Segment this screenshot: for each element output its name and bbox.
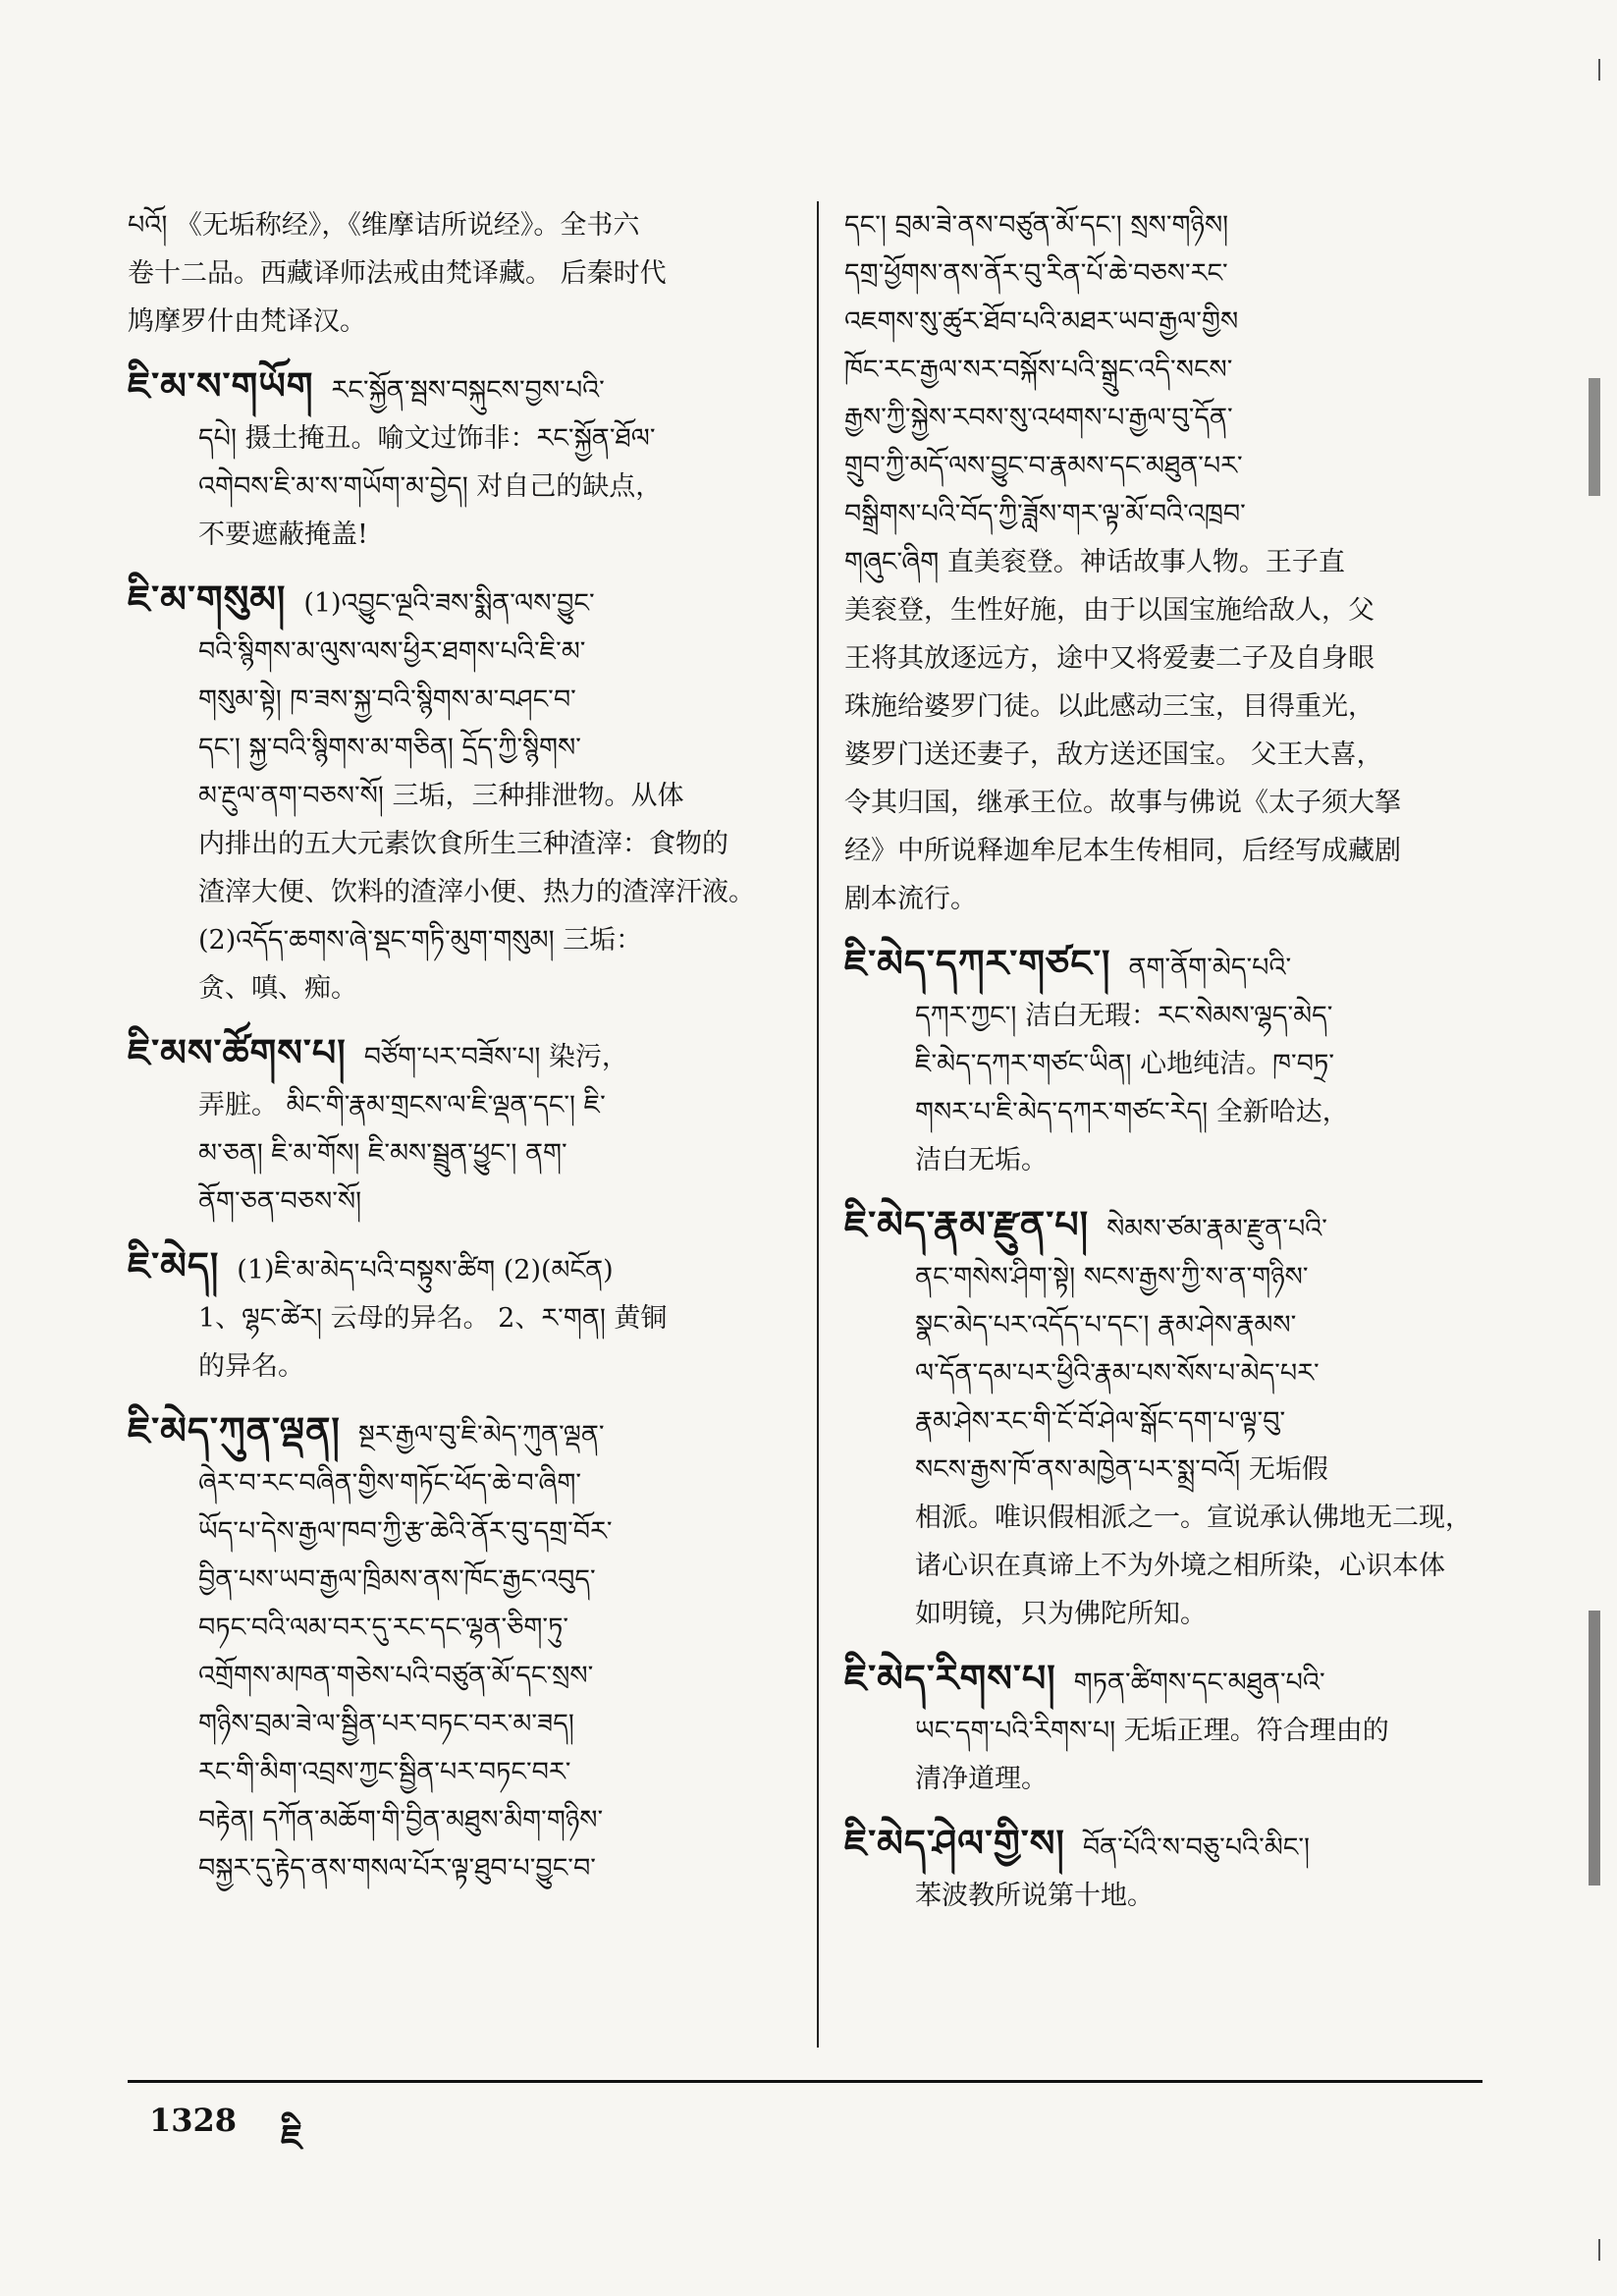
dictionary-entry [844,201,1482,923]
entry-line [844,1654,1482,1707]
entry-definition-line: 苯波教所说第十地。 [915,1881,1154,1911]
entry-line [128,1406,805,1459]
entry-line [128,1748,805,1796]
entry-line [844,298,1482,346]
entry-line [844,634,1482,683]
entry-line [844,538,1482,586]
entry-line [844,490,1482,538]
entry-definition-first-line: བཙོག་པར་བཟོས་པ། 染污， [363,1042,628,1072]
entry-line [128,1556,805,1604]
entry-line [128,1652,805,1700]
entry-headword: ཇི་མེད་རྣམ་རྫུན་པ། [844,1202,1090,1246]
scan-edge-dash [1598,2239,1600,2261]
entry-definition-line: 剧本流行。 [844,884,977,914]
entry-definition-first-line: སེམས་ཙམ་རྣམ་རྫུན་པའི་ [1106,1214,1327,1244]
entry-line [128,361,805,414]
entry-definition-line: རྣམ་ཤེས་རང་གི་ངོ་བོ་ཤེལ་སྒོང་དག་པ་ལྟ་བུ་ [915,1406,1286,1437]
dictionary-entry [844,1654,1482,1803]
entry-line [128,1342,805,1391]
entry-definition-line: འགྲོགས་མཁན་གཅེས་པའི་བཙུན་མོ་དང་སྲས་ [198,1661,594,1691]
entry-definition-first-line: པའོ། 《无垢称经》，《维摩诘所说经》。全书六 [128,210,640,241]
entry-line [128,249,805,298]
left-column [128,201,805,1908]
entry-line [844,779,1482,827]
entry-line [844,1819,1482,1872]
entry-line [844,1136,1482,1184]
entry-line [844,1707,1482,1755]
entry-definition-line: དང་། སྐྱ་བའི་སྙིགས་མ་གཅིན། དྲོད་ཀྱི་སྙིགས་ [198,733,581,763]
entry-line [844,1253,1482,1301]
entry-headword: ཇི་མེད། [128,1243,220,1287]
entry-definition-line: 鸠摩罗什由梵译汉。 [128,306,366,337]
entry-definition-first-line: གཏན་ཚིགས་དང་མཐུན་པའི་ [1073,1667,1325,1698]
entry-definition-line: 弄脏。 མིང་གི་རྣམ་གྲངས་ལ་ཇི་ལྡན་དང་། ཇི་ [198,1090,606,1121]
dictionary-entry [844,1200,1482,1638]
entry-definition-line: 相派。唯识假相派之一。宣说承认佛地无二现， [915,1503,1472,1533]
entry-definition-line: གཞུང་ཞིག 直美衮登。神话故事人物。王子直 [844,547,1345,577]
entry-line [128,201,805,249]
entry-line [844,827,1482,875]
entry-definition-line: བའི་སྙིགས་མ་ལུས་ལས་ཕྱིར་ཐགས་པའི་ཇི་མ་ [198,636,586,667]
entry-definition-line: 卷十二品。西藏译师法戒由梵译藏。 后秦时代 [128,258,667,289]
entry-definition-line: 美衮登，生性好施，由于以国宝施给敌人，父 [844,595,1374,626]
entry-line [128,676,805,724]
entry-line [128,1507,805,1556]
entry-definition-line: ཡོད་པ་དེས་རྒྱལ་ཁབ་ཀྱི་རྩ་ཆེའི་ནོར་བུ་དགྲ་བོར་ [198,1516,613,1547]
entry-line [128,724,805,772]
entry-definition-line: 清净道理。 [915,1764,1048,1794]
entry-definition-line: ཁོང་རང་རྒྱལ་སར་བསྐོས་པའི་སྒྲུང་འདི་སངས་ [844,355,1233,385]
right-column [844,201,1482,1936]
entry-line [128,1294,805,1342]
entry-definition-line: བཏང་བའི་ལམ་བར་དུ་རང་དང་ལྷན་ཅིག་ཏུ་ [198,1613,569,1643]
entry-line [128,820,805,868]
entry-line [128,1459,805,1507]
entry-headword: ཇི་མས་ཚོགས་པ། [128,1030,347,1074]
scan-edge-mark [1589,1611,1600,1886]
entry-line [844,442,1482,490]
entry-definition-line: དཀར་ཀྱང་། 洁白无瑕：རང་སེམས་ལྷད་མེད་ [915,1001,1333,1031]
entry-headword: ཇི་མེད་ཤེལ་གྱི་ས། [844,1821,1065,1865]
entry-definition-line: ནང་གསེས་ཤིག་སྟེ། སངས་རྒྱས་ཀྱི་ས་ན་གཉིས་ [915,1262,1309,1292]
footer-rule [128,2080,1482,2083]
entry-definition-line: ལ་དོན་དམ་པར་ཕྱིའི་རྣམ་པས་སོས་པ་མེད་པར་ [915,1358,1320,1389]
entry-definition-line: མ་ཅན། ཇི་མ་གོས། ཇི་མས་སྦྲུན་ཕྱུང་། ནག་ [198,1138,567,1169]
entry-definition-line: 渣滓大便、饮料的渣滓小便、热力的渣滓汗液。 [198,877,755,907]
column-divider [817,201,819,2048]
scan-edge-dash [1598,59,1600,81]
scan-edge-mark [1589,378,1600,496]
entry-line [128,298,805,346]
entry-line [128,463,805,511]
entry-headword: ཇི་མེད་ཀུན་ལྡན། [128,1408,341,1452]
entry-definition-line: བསྒྲིགས་པའི་བོད་ཀྱི་ཟློས་གར་ལྟ་མོ་བའི་འཁྲབ་ [844,499,1246,529]
entry-definition-line: སྣང་མེད་པར་འདོད་པ་དང་། རྣམ་ཤེས་རྣམས་ [915,1310,1297,1340]
section-letter: ཇི [281,2117,302,2159]
entry-line [128,1604,805,1652]
entry-headword: ཇི་མེད་རིགས་པ། [844,1656,1056,1700]
entry-definition-line: (2)འདོད་ཆགས་ཞེ་སྡང་གཏི་མུག་གསུམ། 三垢： [198,925,643,956]
entry-definition-line: གྲུབ་ཀྱི་མདོ་ལས་བྱུང་བ་རྣམས་དང་མཐུན་པར་ [844,451,1243,481]
entry-definition-line: ནོག་ཅན་བཅས་སོ། [198,1186,362,1217]
entry-line [844,249,1482,298]
entry-line [844,1040,1482,1088]
entry-definition-line: ཞེར་བ་རང་བཞིན་གྱིས་གཏོང་ཕོད་ཆེ་བ་ཞིག་ [198,1468,582,1499]
entry-definition-line: ཇི་མེད་དཀར་གཙང་ཡིན། 心地纯洁。ཁ་བཏྲ་ [915,1049,1335,1079]
entry-line [128,628,805,676]
entry-line [844,1446,1482,1494]
entry-definition-line: 王将其放逐远方，途中又将爱妻二子及自身眼 [844,643,1374,674]
entry-line [844,1590,1482,1638]
entry-line [128,1129,805,1177]
entry-definition-line: སངས་རྒྱས་ཁོ་ནས་མཁྱེན་པར་སྨྲ་བའོ། 无垢假 [915,1454,1328,1485]
entry-line [844,731,1482,779]
entry-line [128,964,805,1012]
entry-line [844,201,1482,249]
entry-definition-line: གསུམ་སྟེ། ཁ་ཟས་སྐྱ་བའི་སྙིགས་མ་བཤང་བ་ [198,684,576,715]
entry-definition-line: རང་གི་མིག་འབྲས་ཀྱང་སྦྱིན་པར་བཏང་བར་ [198,1757,571,1787]
entry-definition-line: 珠施给婆罗门徒。以此感动三宝，目得重光， [844,691,1374,722]
entry-line [844,875,1482,923]
dictionary-entry [128,201,805,346]
entry-line [128,772,805,820]
page-number: 1328 [149,2102,238,2139]
dictionary-entry [128,1406,805,1892]
entry-definition-first-line: སྔར་རྒྱལ་བུ་ཇི་མེད་ཀུན་ལྡན་ [357,1420,605,1450]
entry-definition-line: བརྟེན། དཀོན་མཆོག་གི་བྱིན་མཐུས་མིག་གཉིས་ [198,1805,604,1835]
entry-line [128,511,805,559]
entry-line [844,394,1482,442]
entry-line [128,574,805,628]
entry-line [844,1200,1482,1253]
entry-line [128,1796,805,1844]
entry-definition-first-line: དང་། བྲམ་ཟེ་ནས་བཙུན་མོ་དང་། སྲས་གཉིས། [844,210,1229,241]
entry-line [128,1700,805,1748]
dictionary-entry [128,1028,805,1226]
entry-line [844,1494,1482,1542]
entry-definition-line: དཔེ། 摄土掩丑。喻文过饰非：རང་སྐྱོན་ཐོལ་ [198,423,656,454]
entry-line [844,939,1482,992]
entry-line [128,1241,805,1294]
dictionary-entry [844,1819,1482,1920]
entry-definition-line: 1、ལྷང་ཚེར། 云母的异名。 2、ར་གན། 黄铜 [198,1303,668,1334]
entry-line [128,916,805,964]
entry-headword: ཇི་མ་ས་གཡོག [128,363,314,408]
entry-headword: ཇི་མེད་དཀར་གཙང་། [844,941,1111,985]
dictionary-entry [128,1241,805,1391]
entry-line [844,992,1482,1040]
entry-line [844,1088,1482,1136]
entry-definition-line: འགེབས་ཇི་མ་ས་གཡོག་མ་བྱེད། 对自己的缺点， [198,471,663,502]
entry-definition-line: 的异名。 [198,1351,304,1382]
entry-line [128,1844,805,1892]
entry-definition-line: 贪、嗔、痴。 [198,973,357,1004]
entry-line [844,1301,1482,1349]
entry-definition-line: དགྲ་ཕྱོགས་ནས་ནོར་བུ་རིན་པོ་ཆེ་བཅས་རང་ [844,258,1228,289]
entry-line [844,1397,1482,1446]
entry-line [128,1177,805,1226]
entry-definition-line: 诸心识在真谛上不为外境之相所染，心识本体 [915,1551,1445,1581]
entry-line [128,1028,805,1081]
entry-line [844,1542,1482,1590]
entry-definition-line: གསར་པ་ཇི་མེད་དཀར་གཙང་རེད། 全新哈达， [915,1097,1349,1127]
entry-definition-first-line: (1)ཇི་མ་མེད་པའི་བསྟུས་ཚིག (2)(མངོན) [237,1255,614,1285]
entry-definition-line: 经》中所说释迦牟尼本生传相同，后经写成藏剧 [844,836,1401,866]
entry-line [844,586,1482,634]
entry-definition-line: 内排出的五大元素饮食所生三种渣滓：食物的 [198,829,728,859]
entry-definition-line: 令其归国，继承王位。故事与佛说《太子须大拏 [844,788,1401,818]
entry-definition-line: ཡང་དག་པའི་རིགས་པ། 无垢正理。符合理由的 [915,1716,1389,1746]
entry-definition-line: 如明镜，只为佛陀所知。 [915,1599,1207,1629]
entry-definition-first-line: བོན་པོའི་ས་བཅུ་པའི་མིང་། [1082,1832,1311,1863]
entry-definition-line: རྒྱས་ཀྱི་སྐྱེས་རབས་སུ་འཕགས་པ་རྒྱལ་བུ་དོན་ [844,403,1233,433]
dictionary-entry [128,574,805,1012]
entry-line [844,1755,1482,1803]
dictionary-entry [128,361,805,559]
entry-definition-line: 不要遮蔽掩盖! [198,519,368,550]
entry-definition-line: 洁白无垢。 [915,1145,1048,1175]
entry-line [128,868,805,916]
entry-headword: ཇི་མ་གསུམ། [128,576,287,621]
entry-line [844,346,1482,394]
entry-definition-line: 婆罗门送还妻子，敌方送还国宝。 父王大喜， [844,739,1383,770]
entry-definition-line: གཉིས་བྲམ་ཟེ་ལ་སྦྱིན་པར་བཏང་བར་མ་ཟད། [198,1709,574,1739]
entry-definition-line: བསྐྱར་དུ་རྟེད་ནས་གསལ་པོར་ལྟ་ཐུབ་པ་བྱུང་བ་ [198,1853,596,1884]
entry-definition-line: མ་རྔུལ་ནག་བཅས་སོ། 三垢，三种排泄物。从体 [198,781,684,811]
dictionary-entry [844,939,1482,1184]
entry-line [128,414,805,463]
entry-line [128,1081,805,1129]
entry-definition-line: འཇགས་སུ་ཚུར་ཐོབ་པའི་མཐར་ཡབ་རྒྱལ་གྱིས [844,306,1239,337]
entry-definition-first-line: རང་སྐྱོན་སྦས་བསྐུངས་བྱས་པའི་ [331,375,605,406]
entry-line [844,1872,1482,1920]
entry-line [844,1349,1482,1397]
entry-definition-first-line: (1)འབྱུང་ལྔའི་ཟས་སྨིན་ལས་བྱུང་ [303,588,595,619]
entry-definition-first-line: ནག་ནོག་མེད་པའི་ [1128,953,1292,983]
entry-definition-line: བྱིན་པས་ཡབ་རྒྱལ་ཁྲིམས་ནས་ཁོང་རྒྱང་འབུད་ [198,1564,596,1595]
entry-line [844,683,1482,731]
